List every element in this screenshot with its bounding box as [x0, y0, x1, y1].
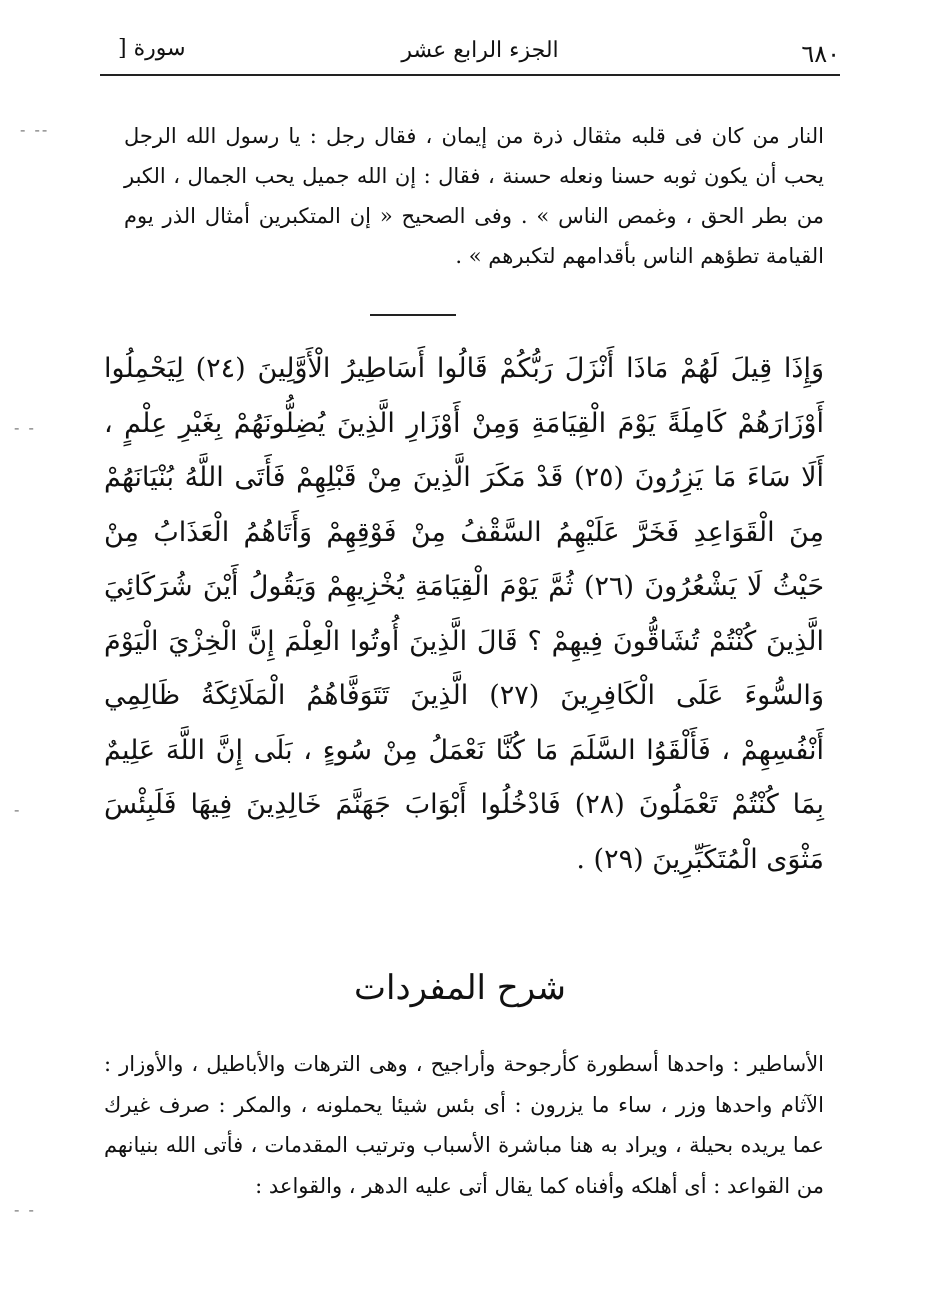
quran-verses: وَإِذَا قِيلَ لَهُمْ مَاذَا أَنْزَلَ رَبُّكُمْ قَالُوا أَسَاطِيرُ الْأَوَّلِينَ (٢٤) لِيَحْمِلُوا أَوْزَارَهُمْ كَامِلَةً يَوْمَ الْقِيَامَةِ وَمِنْ أَوْزَارِ الَّذِينَ يُضِلُّونَهُمْ بِغَيْرِ عِلْمٍ ، أَلَا سَاءَ مَا يَزِرُونَ (٢٥) قَدْ مَكَرَ الَّذِينَ مِنْ قَبْلِهِمْ فَأَتَى اللَّهُ بُنْيَانَهُمْ مِنَ الْقَوَاعِدِ فَخَرَّ عَلَيْهِمُ السَّقْفُ مِنْ فَوْقِهِمْ وَأَتَاهُمُ الْعَذَابُ مِنْ حَيْثُ لَا يَشْعُرُونَ (٢٦) ثُمَّ يَوْمَ الْقِيَامَةِ يُخْزِيهِمْ وَيَقُولُ أَيْنَ شُرَكَائِيَ الَّذِينَ كُنْتُمْ تُشَاقُّونَ فِيهِمْ ؟ قَالَ الَّذِينَ أُوتُوا الْعِلْمَ إِنَّ الْخِزْيَ الْيَوْمَ وَالسُّوءَ عَلَى الْكَافِرِينَ (٢٧) الَّذِينَ تَتَوَفَّاهُمُ الْمَلَائِكَةُ ظَالِمِي أَنْفُسِهِمْ ، فَأَلْقَوُا السَّلَمَ مَا كُنَّا نَعْمَلُ مِنْ سُوءٍ ، بَلَى إِنَّ اللَّهَ عَلِيمٌ بِمَا كُنْتُمْ تَعْمَلُونَ (٢٨) فَادْخُلُوا أَبْوَابَ جَهَنَّمَ خَالِدِينَ فِيهَا فَلَبِئْسَ مَثْوَى الْمُتَكَبِّرِينَ (٢٩) .	[104, 353, 825, 875]
page-number: ٦٨٠	[801, 40, 840, 68]
commentary-paragraph: النار من كان فى قلبه مثقال ذرة من إيمان ، فقال رجل : يا رسول الله الرجل يحب أن يكون ثوبه حسنا ونعله حسنة ، فقال : إن الله جميل يحب الجمال ، الكبر من بطر الحق ، وغمص الناس » . وفى الصحيح « إن المتكبرين أمثال الذر يوم القيامة تطؤهم الناس بأقدامهم لتكبرهم » .	[124, 124, 824, 268]
surah-bracket: [	[118, 36, 127, 61]
surah-label	[110, 36, 186, 61]
margin-mark: - -	[14, 1200, 36, 1219]
section-divider	[370, 314, 456, 316]
margin-mark: - -	[14, 418, 36, 437]
surah-label-text: سورة	[133, 36, 186, 61]
margin-mark: -	[14, 800, 22, 819]
margin-mark: - --	[20, 120, 50, 139]
part-title: الجزء الرابع عشر	[401, 38, 559, 63]
page-header	[100, 30, 840, 76]
vocabulary-heading: شرح المفردات	[353, 968, 567, 1008]
vocabulary-explanation: الأساطير : واحدها أسطورة كأرجوحة وأراجيح ، وهى الترهات والأباطيل ، والأوزار : الآثام واحدها وزر ، ساء ما يزرون : أى بئس شيئا يحملونه ، والمكر : صرف غيرك عما يريده بحيلة ، ويراد به هنا مباشرة الأسباب وترتيب المقدمات ، فأتى الله بنيانهم من القواعد : أى أهلكه وأفناه كما يقال أتى عليه الدهر ، والقواعد :	[104, 1052, 824, 1198]
